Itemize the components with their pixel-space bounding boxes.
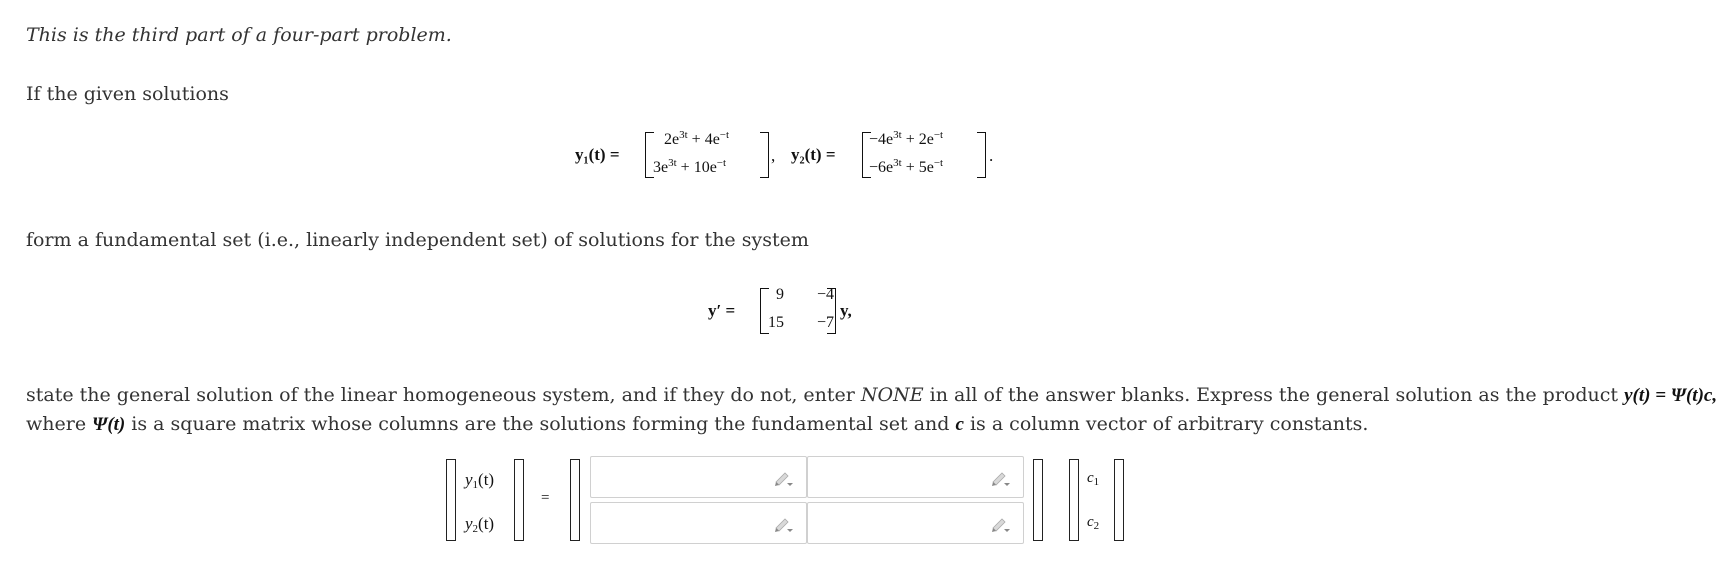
c-right-bracket bbox=[1114, 459, 1124, 541]
lhs-right-bracket bbox=[514, 459, 524, 541]
y2-label: y₂(t) = bbox=[791, 145, 836, 164]
comma: , bbox=[771, 146, 776, 165]
answer-input-r1c1[interactable] bbox=[591, 457, 781, 499]
pencil-icon[interactable] bbox=[989, 469, 1011, 487]
matrix-a11: 9 bbox=[776, 286, 784, 303]
matrix-right-bracket bbox=[827, 288, 836, 334]
lhs-left-bracket bbox=[446, 459, 456, 541]
product-expression: y(t) = Ψ(t)c, bbox=[1624, 385, 1717, 406]
none-word: NONE bbox=[860, 384, 924, 406]
c-left-bracket bbox=[1069, 459, 1079, 541]
answer-input-r2c2[interactable] bbox=[808, 503, 998, 545]
equals-sign: = bbox=[541, 490, 550, 506]
pencil-icon[interactable] bbox=[989, 515, 1011, 533]
lhs-y2: $y_2(t)$ bbox=[465, 514, 495, 535]
intro-text: This is the third part of a four-part problem. bbox=[26, 24, 452, 46]
answer-input-r1c2[interactable] bbox=[808, 457, 998, 499]
system-rhs: y, bbox=[840, 301, 852, 320]
c1-entry: $c_1$ bbox=[1087, 470, 1100, 488]
psi-left-bracket bbox=[570, 459, 580, 541]
period: . bbox=[989, 146, 994, 165]
system-lhs: y′ = bbox=[708, 301, 736, 320]
matrix-a22: −7 bbox=[817, 314, 835, 331]
y1-label: y₁(t) = bbox=[575, 145, 620, 164]
instruction-line-1: state the general solution of the linear homogeneous system, and if they do not, enter NONE in all of the answer blanks. Express the general solution as the product y(t) = Ψ(t)c, bbox=[26, 384, 1717, 406]
matrix-a12: −4 bbox=[817, 286, 835, 303]
instruction-line-2: where Ψ(t) is a square matrix whose columns are the solutions forming the fundamental set and c is a column vector of arbitrary constants. bbox=[26, 413, 1369, 435]
y2-row1: $-4e^{3t} + 2e^{-t}$ bbox=[869, 129, 944, 148]
given-text: If the given solutions bbox=[26, 83, 229, 105]
y1-row1: $2e^{3t} + 4e^{-t}$ bbox=[664, 129, 730, 148]
answer-box-r2c2[interactable] bbox=[807, 502, 1024, 544]
matrix-a21: 15 bbox=[768, 314, 784, 331]
c2-entry: $c_2$ bbox=[1087, 514, 1100, 532]
pencil-icon[interactable] bbox=[772, 515, 794, 533]
y2-row2: $-6e^{3t} + 5e^{-t}$ bbox=[869, 157, 944, 176]
form-text: form a fundamental set (i.e., linearly independent set) of solutions for the system bbox=[26, 229, 809, 251]
psi-right-bracket bbox=[1033, 459, 1043, 541]
answer-box-r1c1[interactable] bbox=[590, 456, 807, 498]
y2-right-bracket bbox=[977, 132, 986, 178]
answer-input-r2c1[interactable] bbox=[591, 503, 781, 545]
y1-right-bracket bbox=[760, 132, 769, 178]
lhs-y1: $y_1(t)$ bbox=[465, 470, 495, 491]
pencil-icon[interactable] bbox=[772, 469, 794, 487]
y1-row2: $3e^{3t} + 10e^{-t}$ bbox=[653, 157, 727, 176]
answer-box-r1c2[interactable] bbox=[807, 456, 1024, 498]
answer-box-r2c1[interactable] bbox=[590, 502, 807, 544]
